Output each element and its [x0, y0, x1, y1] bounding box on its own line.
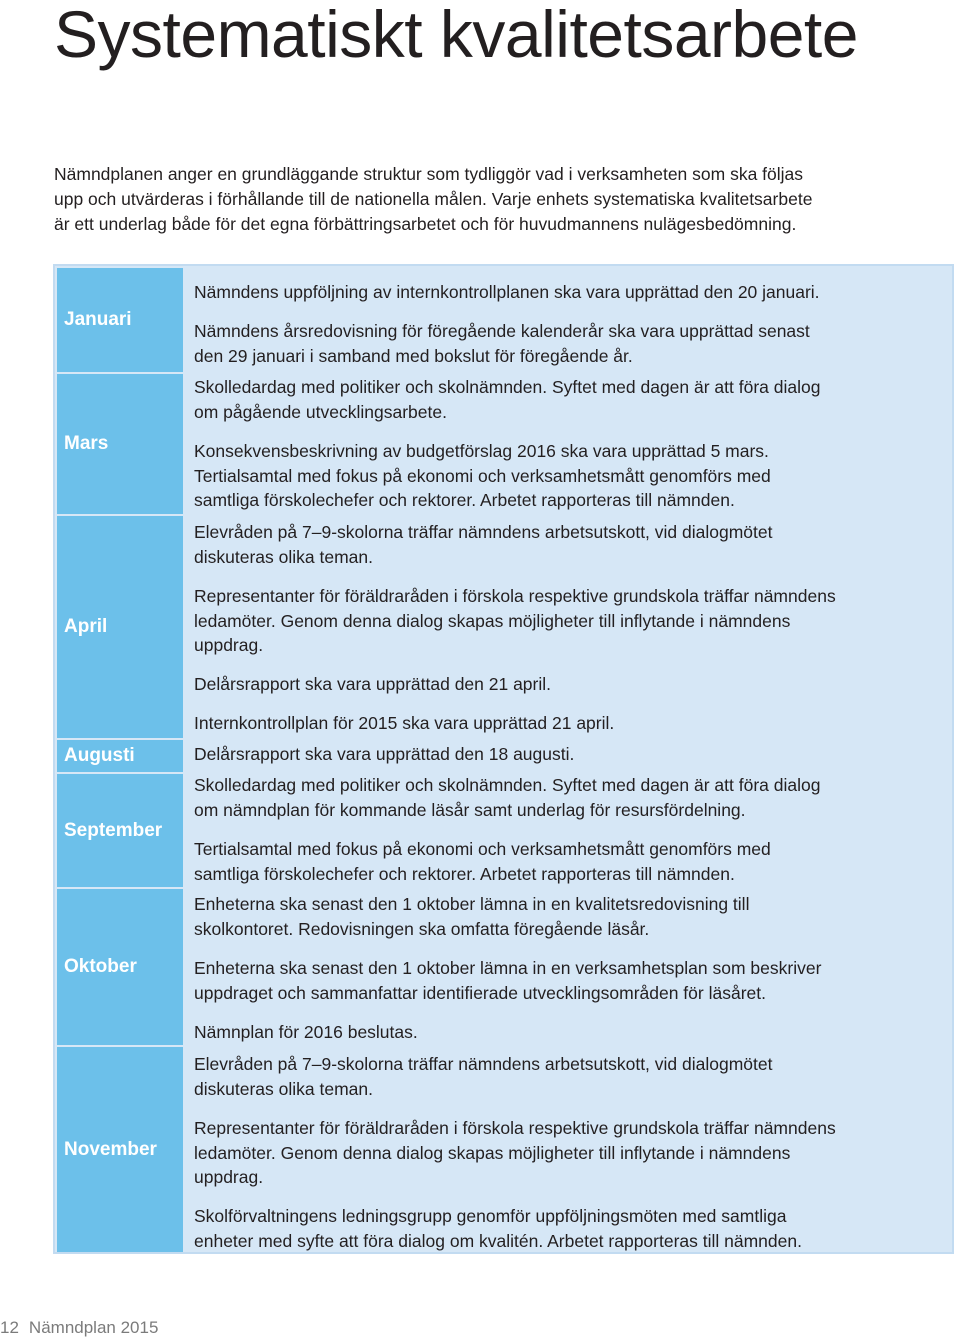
entry-line: Nämnplan för 2016 beslutas.	[194, 1022, 418, 1042]
schedule-entry	[194, 280, 954, 305]
schedule-entry	[194, 742, 954, 767]
entry-line: uppdrag.	[194, 1167, 264, 1187]
entry-line: Skolledardag med politiker och skolnämnden. Syftet med dagen är att föra dialog	[194, 377, 821, 397]
entry-line: om pågående utvecklingsarbete.	[194, 401, 447, 422]
entry-line: uppdrag.	[194, 635, 264, 655]
entry-line: ledamöter. Genom denna dialog skapas möjligheter till inflytande i nämndens	[194, 610, 791, 631]
month-augusti	[57, 740, 183, 772]
entry-line: Konsekvensbeskrivning av budgetförslag 2016 ska vara upprättad 5 mars.	[194, 441, 769, 461]
document-name: Nämndplan 2015	[28, 1318, 159, 1337]
entry-line: Skolledardag med politiker och skolnämnden. Syftet med dagen är att föra dialog	[194, 775, 821, 795]
intro-line: Nämndplanen anger en grundläggande struktur som tydliggör vad i verksamheten som ska följas	[54, 164, 804, 184]
month-label: November	[64, 1138, 157, 1160]
schedule-table	[53, 264, 954, 1254]
intro-line: upp och utvärderas i förhållande till de nationella målen. Varje enhets systematiska kvalitetsarbete	[54, 189, 813, 209]
month-oktober	[57, 889, 183, 1045]
entry-line: Enheterna ska senast den 1 oktober lämna in en verksamhetsplan som beskriver	[194, 958, 822, 978]
schedule-entry	[194, 1020, 954, 1045]
month-label: Januari	[64, 309, 132, 330]
entry-line: Elevråden på 7–9-skolorna träffar nämndens arbetsutskott, vid dialogmötet	[194, 522, 773, 542]
entry-line: Representanter för föräldraråden i förskola respektive grundskola träffar nämndens	[194, 586, 836, 606]
entry-line: Delårsrapport ska vara upprättad den 21 april.	[194, 674, 552, 694]
entry-line: Tertialsamtal med fokus på ekonomi och verksamhetsmått genomförs med	[194, 839, 771, 859]
entry-line: diskuteras olika teman.	[194, 1078, 373, 1099]
schedule-entry	[194, 1052, 954, 1101]
schedule-entry	[194, 956, 954, 1005]
schedule-entry	[194, 837, 954, 886]
schedule-entry	[194, 520, 954, 569]
month-label: Mars	[64, 433, 109, 454]
entry-line: skolkontoret. Redovisningen ska omfatta föregående läsår.	[194, 918, 650, 939]
schedule-entry	[194, 319, 954, 368]
page-number: 12	[0, 1318, 19, 1337]
entry-line: Enheterna ska senast den 1 oktober lämna in en kvalitetsredovisning till	[194, 894, 750, 914]
entry-line: Internkontrollplan för 2015 ska vara upprättad 21 april.	[194, 713, 615, 733]
entry-line: den 29 januari i samband med bokslut för föregående år.	[194, 345, 633, 366]
month-september	[57, 774, 183, 887]
month-april	[57, 516, 183, 738]
schedule-entry	[194, 375, 954, 424]
entry-line: samtliga förskolechefer och rektorer. Arbetet rapporteras till nämnden.	[194, 863, 735, 884]
month-januari	[57, 268, 183, 372]
schedule-entry	[194, 439, 954, 513]
entry-line: samtliga förskolechefer och rektorer. Arbetet rapporteras till nämnden.	[194, 490, 735, 510]
intro-paragraph	[54, 162, 944, 237]
entry-line: Elevråden på 7–9-skolorna träffar nämndens arbetsutskott, vid dialogmötet	[194, 1054, 773, 1074]
schedule-entry	[194, 892, 954, 941]
schedule-entry	[194, 672, 954, 697]
schedule-entry	[194, 773, 954, 822]
entry-line: uppdraget och sammanfattar identifierade utvecklingsområden för läsåret.	[194, 982, 766, 1003]
entry-line: ledamöter. Genom denna dialog skapas möjligheter till inflytande i nämndens	[194, 1142, 791, 1163]
month-november	[57, 1047, 183, 1252]
entry-line: om nämndplan för kommande läsår samt underlag för resursfördelning.	[194, 799, 746, 820]
entry-line: Tertialsamtal med fokus på ekonomi och verksamhetsmått genomförs med	[194, 465, 771, 486]
intro-line: är ett underlag både för det egna förbättringsarbetet och för huvudmannens nulägesbedömning.	[54, 214, 797, 234]
month-label: September	[64, 819, 163, 841]
entry-line: Nämndens uppföljning av internkontrollplanen ska vara upprättad den 20 januari.	[194, 282, 820, 302]
entry-line: diskuteras olika teman.	[194, 546, 373, 567]
entry-line: Delårsrapport ska vara upprättad den 18 augusti.	[194, 744, 575, 764]
month-label: April	[64, 616, 108, 637]
page-footer	[0, 1318, 158, 1338]
entry-line: Representanter för föräldraråden i förskola respektive grundskola träffar nämndens	[194, 1118, 836, 1138]
schedule-entry	[194, 584, 954, 658]
entry-line: enheter med syfte att föra dialog om kvalitén. Arbetet rapporteras till nämnden.	[194, 1230, 802, 1251]
month-label: Oktober	[64, 956, 137, 977]
schedule-entry	[194, 1116, 954, 1190]
page-title: Systematiskt kvalitetsarbete	[54, 0, 858, 71]
schedule-entry	[194, 1204, 954, 1253]
month-mars	[57, 374, 183, 514]
month-label: Augusti	[64, 745, 135, 766]
entry-line: Nämndens årsredovisning för föregående kalenderår ska vara upprättad senast	[194, 321, 810, 341]
schedule-entry	[194, 711, 954, 736]
entry-line: Skolförvaltningens ledningsgrupp genomför uppföljningsmöten med samtliga	[194, 1206, 787, 1226]
